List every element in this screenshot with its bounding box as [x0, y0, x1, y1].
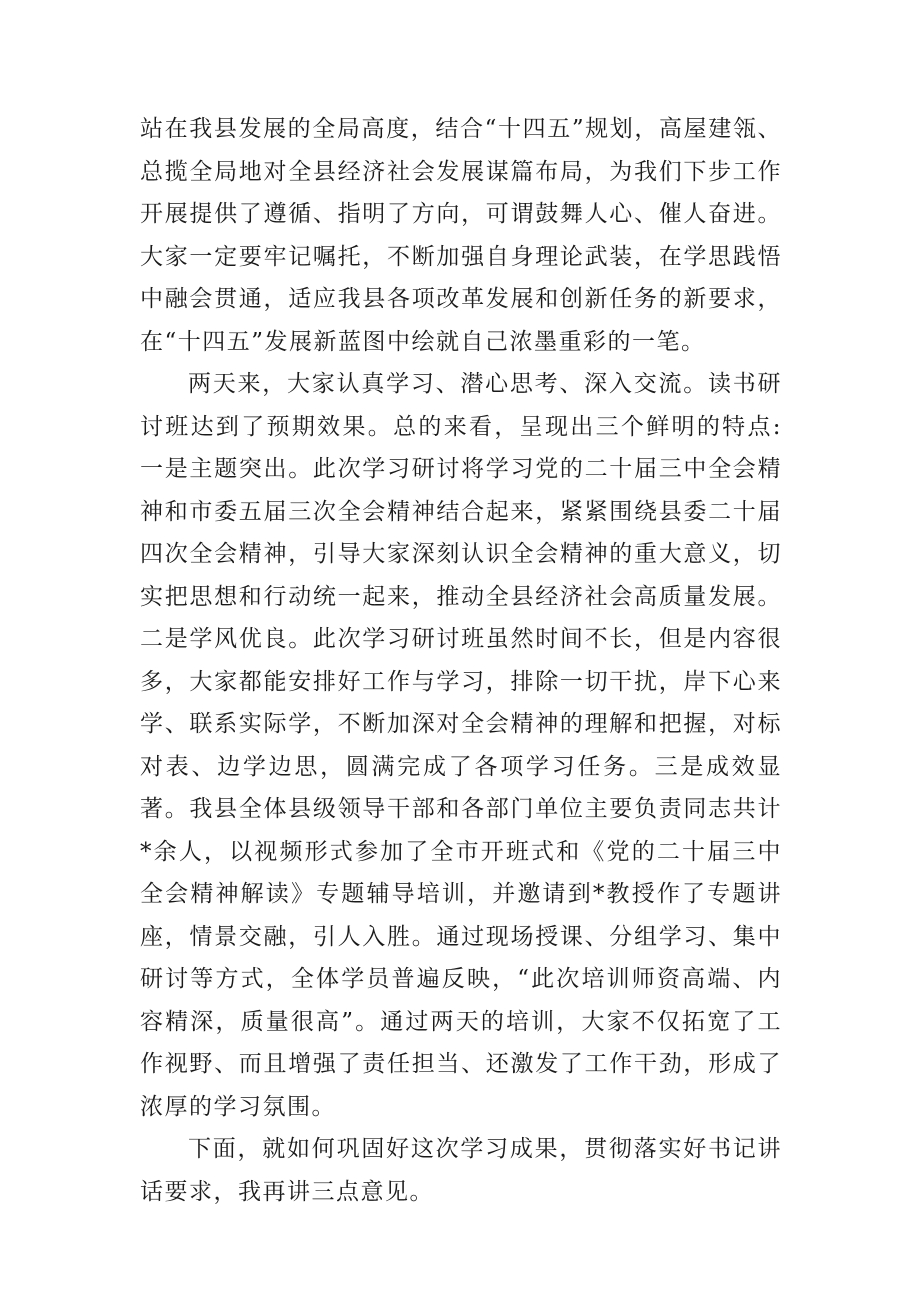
document-body — [140, 108, 782, 1213]
paragraph-continuation: 站在我县发展的全局高度，结合“十四五”规划，高屋建瓴、总揽全局地对全县经济社会发展谋篇布局，为我们下步工作开展提供了遵循、指明了方向，可谓鼓舞人心、催人奋进。大家一定要牢记嘱托，不断加强自身理论武装，在学思践悟中融会贯通，适应我县各项改革发展和创新任务的新要求，在“十四五”发展新蓝图中绘就自己浓墨重彩的一笔。 — [140, 116, 782, 355]
paragraph-study-summary: 两天来，大家认真学习、潜心思考、深入交流。读书研讨班达到了预期效果。总的来看，呈现出三个鲜明的特点:一是主题突出。此次学习研讨将学习党的二十届三中全会精神和市委五届三次全会精神结合起来，紧紧围绕县委二十届四次全会精神，引导大家深刻认识全会精神的重大意义，切实把思想和行动统一起来，推动全县经济社会高质量发展。二是学风优良。此次学习研讨班虽然时间不长，但是内容很多，大家都能安排好工作与学习，排除一切干扰，岸下心来学、联系实际学，不断加深对全会精神的理解和把握，对标对表、边学边思，圆满完成了各项学习任务。三是成效显著。我县全体县级领导干部和各部门单位主要负责同志共计*余人，以视频形式参加了全市开班式和《党的二十届三中全会精神解读》专题辅导培训，并邀请到*教授作了专题讲座，情景交融，引人入胜。通过现场授课、分组学习、集中研讨等方式，全体学员普遍反映，“此次培训师资高端、内容精深，质量很高”。通过两天的培训，大家不仅拓宽了工作视野、而且增强了责任担当、还激发了工作干劲，形成了浓厚的学习氛围。 — [140, 371, 782, 1120]
paragraph-transition: 下面，就如何巩固好这次学习成果，贯彻落实好书记讲话要求，我再讲三点意见。 — [140, 1136, 782, 1205]
